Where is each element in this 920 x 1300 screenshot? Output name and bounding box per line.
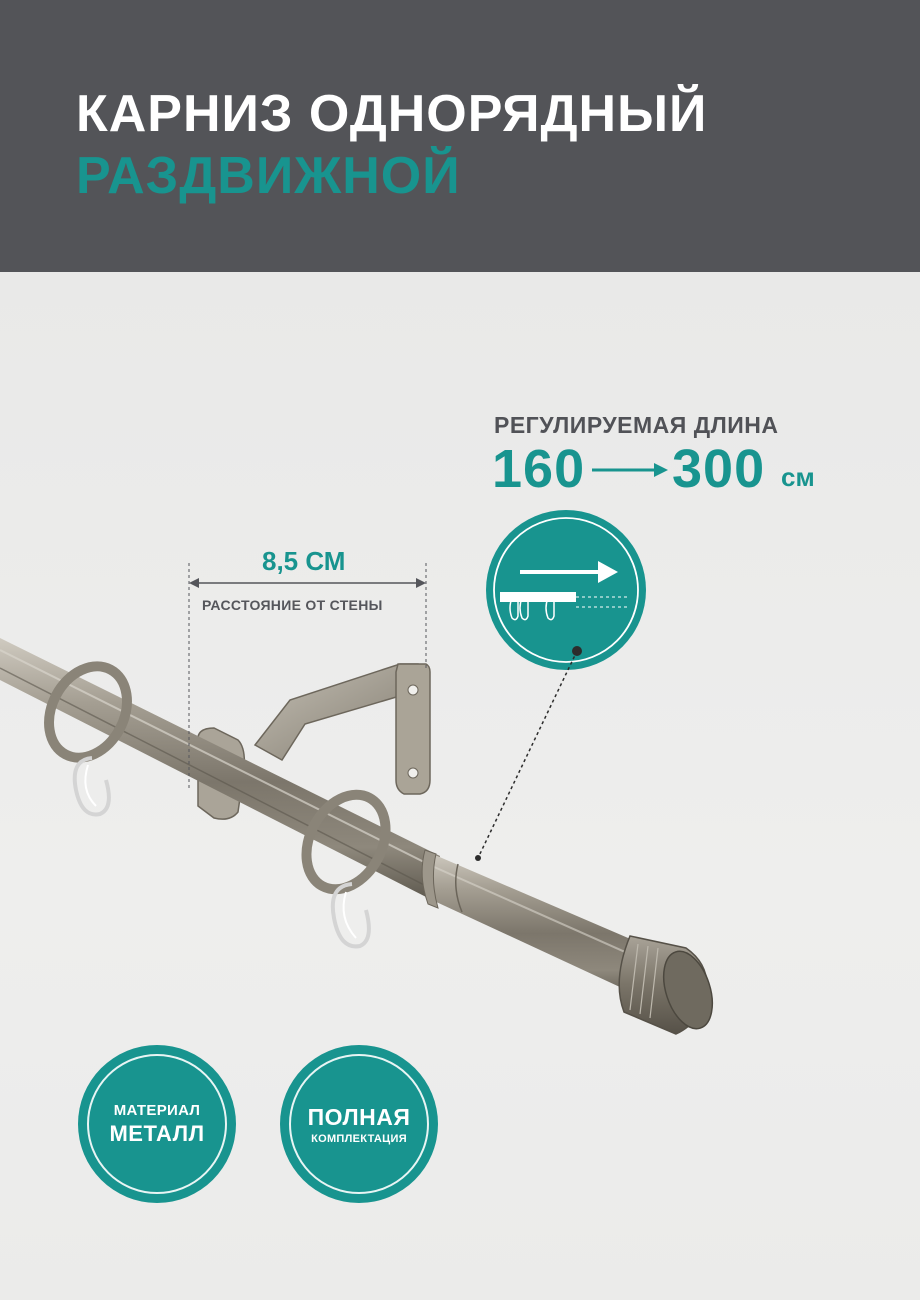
extension-callout <box>475 510 646 861</box>
rod-end-cap <box>619 936 721 1035</box>
complete-set-title: ПОЛНАЯ <box>307 1103 411 1130</box>
material-value: МЕТАЛЛ <box>109 1120 205 1146</box>
length-min: 160 <box>492 439 586 499</box>
wall-distance-value: 8,5 СМ <box>262 546 346 576</box>
material-label: МАТЕРИАЛ <box>113 1101 201 1119</box>
length-max: 300 <box>672 439 766 499</box>
material-badge <box>78 1045 236 1203</box>
adjustable-length-label: РЕГУЛИРУЕМАЯ ДЛИНА <box>494 412 779 438</box>
complete-set-subtitle: КОМПЛЕКТАЦИЯ <box>311 1132 407 1145</box>
complete-set-badge <box>280 1045 438 1203</box>
length-arrow-icon <box>592 463 668 477</box>
wall-distance-label: РАССТОЯНИЕ ОТ СТЕНЫ <box>202 597 383 613</box>
product-subtitle: РАЗДВИЖНОЙ <box>76 147 461 205</box>
product-title: КАРНИЗ ОДНОРЯДНЫЙ <box>76 85 708 143</box>
length-unit: см <box>781 462 815 492</box>
